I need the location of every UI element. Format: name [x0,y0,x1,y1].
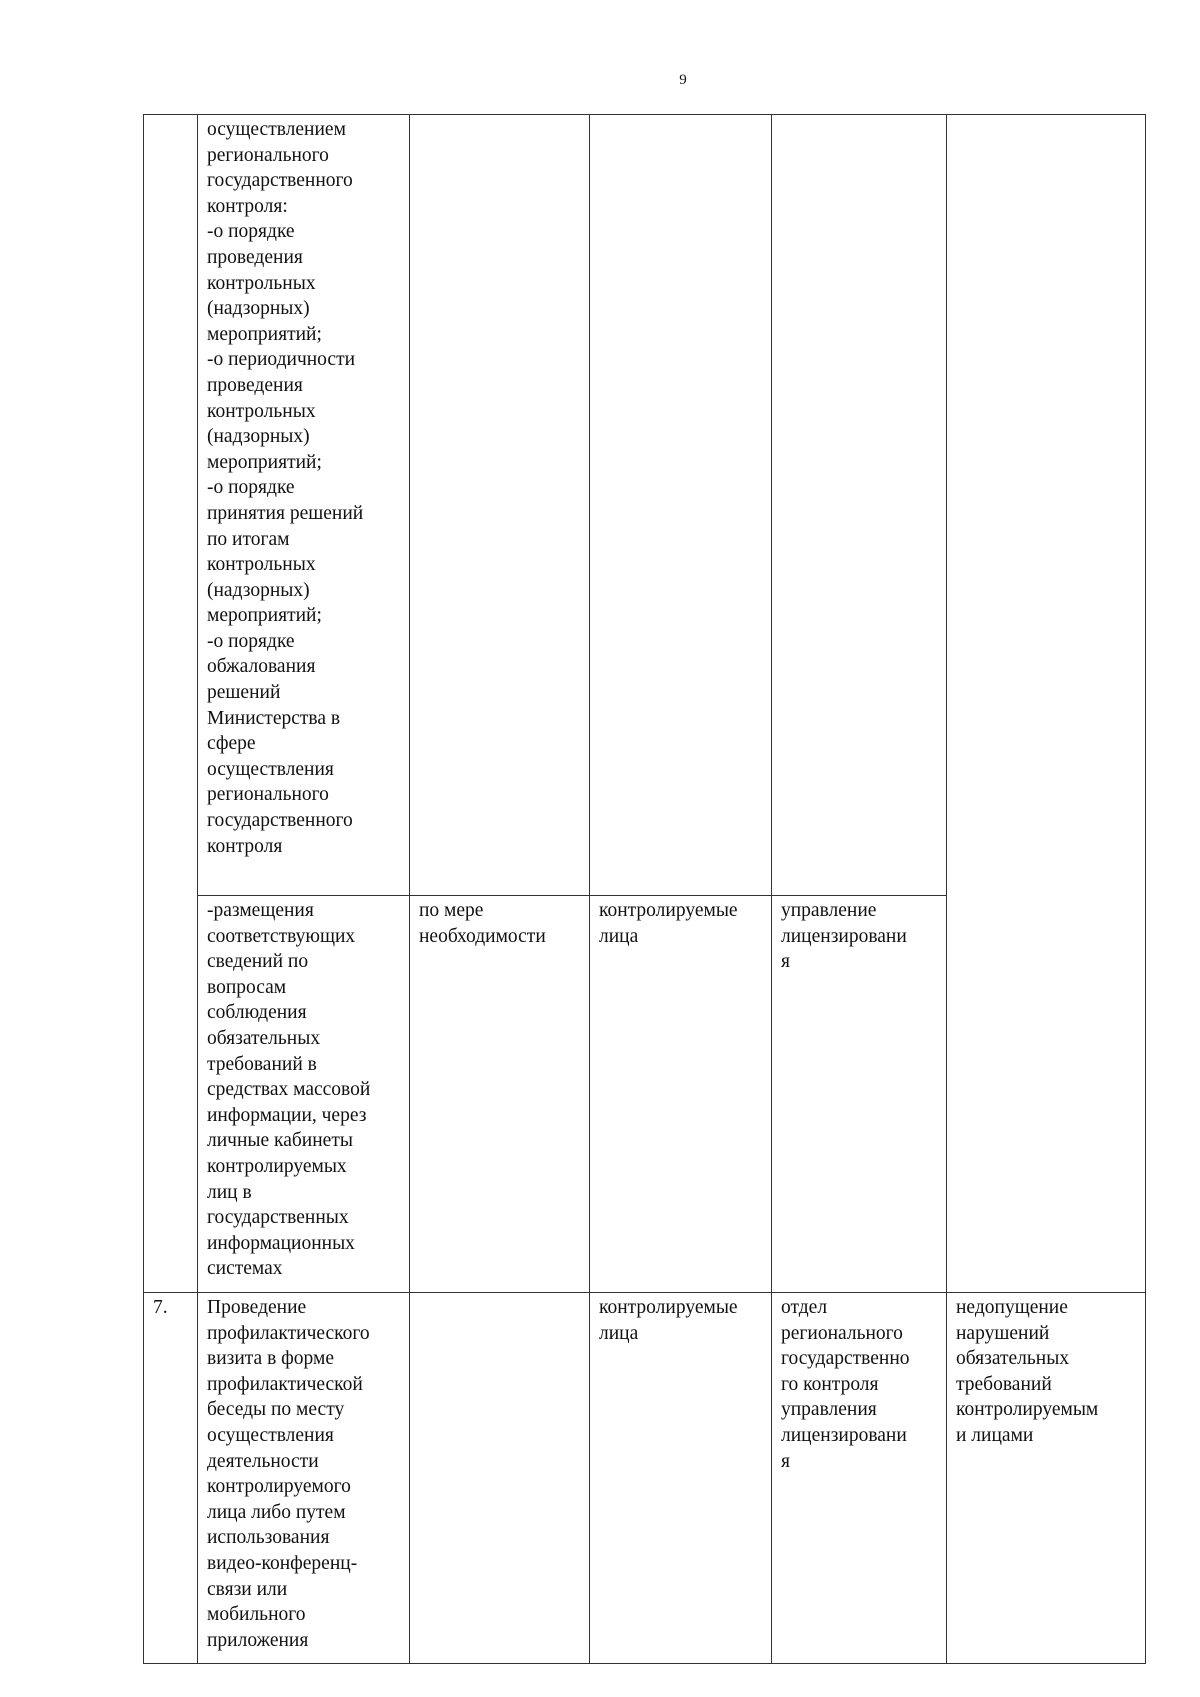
term-cell [410,115,590,896]
measure-description-cell: осуществлением регионального государственного контроля: -о порядке проведения контрольных (надзорных) мероприятий; -о периодичности проведения контрольных (надзорных) мероприятий; -о порядке принятия решений по итогам контрольных (надзорных) мероприятий; -о порядке обжалования решений Министерства в сфере осуществления регионального государственного контроля [198,115,410,896]
row-number-cell [144,115,198,1293]
measure-description-cell: -размещения соответствующих сведений по вопросам соблюдения обязательных требований в средствах массовой информации, через личные кабинеты контролируемых лиц в государственных информационных системах [198,896,410,1293]
responsible-cell: отдел регионального государственно го контроля управления лицензировани я [772,1293,947,1664]
result-cell: недопущение нарушений обязательных требований контролируемым и лицами [947,1293,1146,1664]
subjects-cell: контролируемые лица [590,896,772,1293]
subjects-cell: контролируемые лица [590,1293,772,1664]
measure-description-cell: Проведение профилактического визита в форме профилактической беседы по месту осуществления деятельности контролируемого лица либо путем использования видео-конференц- связи или мобильного приложения [198,1293,410,1664]
result-cell [947,115,1146,1293]
measures-table [143,114,1146,1664]
row-number-cell: 7. [144,1293,198,1664]
table-row [144,1293,1146,1664]
term-cell [410,1293,590,1664]
page-number: 9 [679,72,687,88]
table-row [144,115,1146,896]
responsible-cell [772,115,947,896]
responsible-cell: управление лицензировани я [772,896,947,1293]
subjects-cell [590,115,772,896]
term-cell: по мере необходимости [410,896,590,1293]
